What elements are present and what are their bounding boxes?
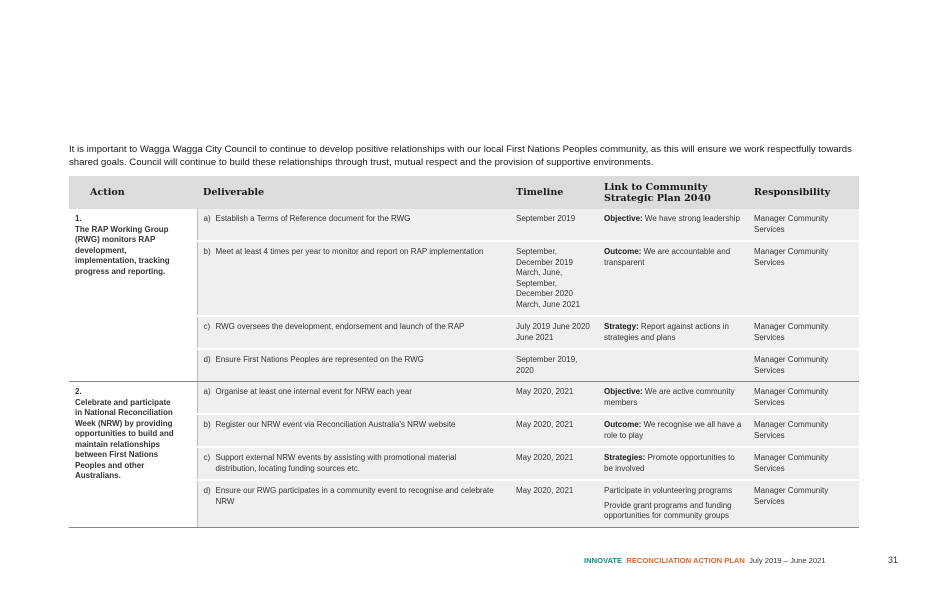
responsibility-cell: Manager Community Services [748,316,859,349]
deliverable-text: Establish a Terms of Reference document for the RWG [215,214,411,223]
link-label: Outcome: [604,247,642,256]
link-label: Objective: [604,214,643,223]
header-timeline: Timeline [510,176,598,209]
header-link: Link to Community Strategic Plan 2040 [598,176,748,209]
responsibility-cell: Manager Community Services [748,349,859,382]
deliverable-cell [197,382,510,415]
deliverable-text: Ensure our RWG participates in a community event to recognise and celebrate NRW [215,486,494,506]
link-text: We are active community members [604,387,735,407]
link-cell [598,241,748,316]
deliverable-letter: c) [203,322,211,331]
header-responsibility: Responsibility [748,176,859,209]
responsibility-cell: Manager Community Services [748,480,859,527]
deliverable-letter: a) [203,214,211,223]
deliverable-text: Meet at least 4 times per year to monitor and report on RAP implementation [215,247,484,256]
action-cell-2 [69,382,197,528]
deliverable-text: RWG oversees the development, endorsement and launch of the RAP [215,322,465,331]
deliverable-cell [197,349,510,382]
deliverable-cell [197,316,510,349]
link-text: We have strong leadership [644,214,740,223]
deliverable-letter: d) [203,486,211,495]
footer-period: July 2019 – June 2021 [749,556,826,565]
deliverable-letter: a) [203,387,211,396]
page-footer [584,556,826,565]
deliverable-text: Organise at least one internal event for NRW each year [215,387,412,396]
link-text-2: Provide grant programs and funding opportunities for community groups [604,500,732,520]
table-row [69,209,859,241]
page-number: 31 [888,555,899,565]
responsibility-cell: Manager Community Services [748,382,859,415]
link-label: Strategy: [604,322,639,331]
deliverable-cell [197,241,510,316]
link-cell [598,316,748,349]
action-number: 1. [75,214,82,223]
link-label: Objective: [604,387,643,396]
table-row [69,382,859,415]
timeline-cell: May 2020, 2021 [510,414,598,447]
link-text: Participate in volunteering programs [604,486,733,495]
deliverable-cell [197,447,510,480]
action-number: 2. [75,387,82,396]
link-cell [598,480,748,527]
link-label: Strategies: [604,453,646,462]
link-cell [598,382,748,415]
deliverable-text: Support external NRW events by assisting with promotional material distribution, locating funding sources etc. [215,453,457,473]
timeline-cell: September, December 2019 March, June, September, December 2020 March, June 2021 [510,241,598,316]
responsibility-cell: Manager Community Services [748,241,859,316]
link-text: Report against actions in strategies and plans [604,322,729,342]
intro-paragraph: It is important to Wagga Wagga City Council to continue to develop positive relationships with our local First Nations Peoples community, as this will ensure we work respectfully towards shared goals. Council will continue to build these relationships through trust, mutual respect and the provision of supportive environments. [69,143,852,168]
action-text: Celebrate and participate in National Reconciliation Week (NRW) by providing opportunities to build and maintain relationships between First Nations Peoples and other Australians. [75,397,174,480]
link-label: Outcome: [604,420,642,429]
timeline-cell: May 2020, 2021 [510,480,598,527]
link-cell [598,349,748,382]
deliverable-letter: b) [203,420,211,429]
header-action: Action [69,176,197,209]
deliverable-text: Ensure First Nations Peoples are represented on the RWG [215,355,424,364]
timeline-cell: July 2019 June 2020 June 2021 [510,316,598,349]
timeline-cell: September 2019, 2020 [510,349,598,382]
responsibility-cell: Manager Community Services [748,209,859,241]
link-text: We are accountable and transparent [604,247,731,267]
table-header-row [69,176,859,209]
link-cell [598,447,748,480]
rap-action-table [69,176,859,528]
action-text: The RAP Working Group (RWG) monitors RAP development, implementation, tracking progress and reporting. [75,224,170,276]
timeline-cell: May 2020, 2021 [510,382,598,415]
responsibility-cell: Manager Community Services [748,447,859,480]
header-deliverable: Deliverable [197,176,510,209]
link-cell [598,209,748,241]
action-cell-1 [69,209,197,382]
responsibility-cell: Manager Community Services [748,414,859,447]
deliverable-letter: c) [203,453,211,462]
deliverable-cell [197,480,510,527]
footer-rap-title: RECONCILIATION ACTION PLAN [626,556,745,565]
link-text: We recognise we all have a role to play [604,420,742,440]
deliverable-cell [197,414,510,447]
link-text: Promote opportunities to be involved [604,453,735,473]
deliverable-letter: d) [203,355,211,364]
timeline-cell: September 2019 [510,209,598,241]
link-cell [598,414,748,447]
deliverable-cell [197,209,510,241]
timeline-cell: May 2020, 2021 [510,447,598,480]
deliverable-text: Register our NRW event via Reconciliation Australia's NRW website [215,420,456,429]
footer-innovate: INNOVATE [584,556,623,565]
deliverable-letter: b) [203,247,211,256]
